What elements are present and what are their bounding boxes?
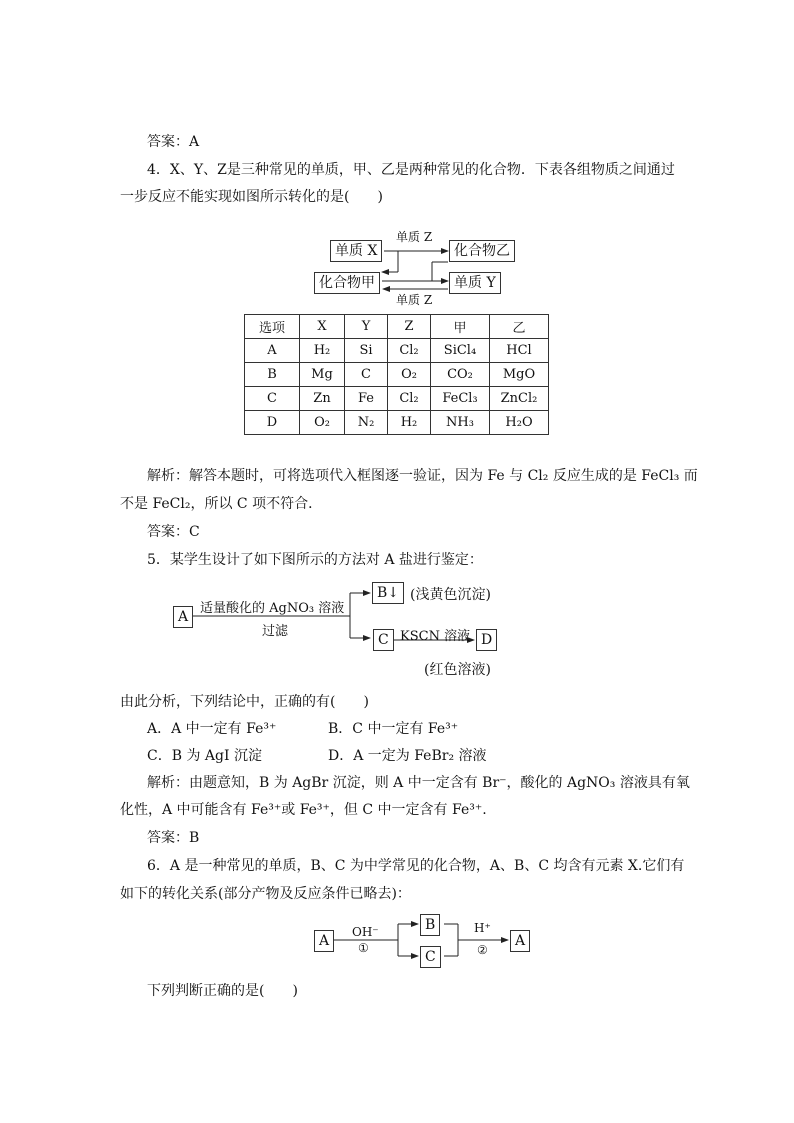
q4-analysis-line2: 不是 FeCl₂，所以 C 项不符合．: [120, 496, 323, 512]
q5-answer: 答案：B: [147, 830, 200, 846]
q5-option-d: D．A 一定为 FeBr₂ 溶液: [328, 748, 487, 764]
box-element-y: 单质 Y: [449, 272, 501, 294]
table-cell: H₂: [388, 411, 431, 435]
table-cell: NH₃: [431, 411, 490, 435]
table-cell: C: [345, 363, 388, 387]
q5-option-b: B．C 中一定有 Fe³⁺: [328, 721, 459, 737]
table-header: Y: [345, 315, 388, 339]
table-cell: A: [245, 339, 300, 363]
table-cell: B: [245, 363, 300, 387]
q5-question: 由此分析，下列结论中，正确的有( ): [120, 694, 369, 710]
table-cell: MgO: [490, 363, 549, 387]
q5-option-c: C．B 为 AgI 沉淀: [147, 748, 262, 764]
reagent-kscn: KSCN 溶液: [400, 629, 471, 644]
table-cell: ZnCl₂: [490, 387, 549, 411]
box-a-start: A: [314, 930, 334, 952]
reagent-agno3: 适量酸化的 AgNO₃ 溶液: [200, 601, 345, 616]
table-cell: H₂: [300, 339, 345, 363]
reagent-filter: 过滤: [262, 624, 289, 639]
table-cell: Cl₂: [388, 339, 431, 363]
q6-stem-line2: 如下的转化关系(部分产物及反应条件已略去)：: [120, 886, 411, 902]
box-element-x: 单质 X: [330, 240, 382, 262]
table-header: Z: [388, 315, 431, 339]
table-header: X: [300, 315, 345, 339]
table-cell: Fe: [345, 387, 388, 411]
table-cell: H₂O: [490, 411, 549, 435]
table-cell: O₂: [388, 363, 431, 387]
q6-stem-line1: 6．A 是一种常见的单质，B、C 为中学常见的化合物，A、B、C 均含有元素 X.它们有: [147, 858, 685, 874]
box-c: C: [373, 629, 394, 651]
box-b-precipitate: B↓: [372, 582, 404, 604]
q5-option-a: A．A 中一定有 Fe³⁺: [147, 721, 277, 737]
q4-stem-line1: 4．X、Y、Z是三种常见的单质，甲、乙是两种常见的化合物．下表各组物质之间通过: [147, 162, 675, 178]
box-b: B: [420, 914, 440, 936]
box-compound-jia: 化合物甲: [314, 272, 380, 294]
table-header: 乙: [490, 315, 549, 339]
note-pale-yellow-precipitate: (浅黄色沉淀): [410, 587, 491, 603]
label-hydroxide: OH⁻: [352, 925, 379, 939]
q4-answer: 答案：C: [147, 524, 200, 540]
table-cell: N₂: [345, 411, 388, 435]
note-red-solution: (红色溶液): [424, 662, 491, 678]
box-a: A: [173, 606, 193, 628]
table-cell: C: [245, 387, 300, 411]
table-cell: Zn: [300, 387, 345, 411]
box-c: C: [420, 946, 441, 968]
q4-stem-line2: 一步反应不能实现如图所示转化的是( ): [120, 189, 383, 205]
table-cell: Cl₂: [388, 387, 431, 411]
label-element-z-bottom: 单质 Z: [396, 293, 433, 307]
label-element-z-top: 单质 Z: [396, 230, 433, 244]
table-cell: D: [245, 411, 300, 435]
table-cell: SiCl₄: [431, 339, 490, 363]
q5-stem: 5．某学生设计了如下图所示的方法对 A 盐进行鉴定：: [147, 552, 483, 568]
table-cell: HCl: [490, 339, 549, 363]
box-a-end: A: [510, 930, 530, 952]
q5-analysis-line2: 化性，A 中可能含有 Fe³⁺或 Fe³⁺，但 C 中一定含有 Fe³⁺.: [120, 802, 487, 818]
label-hydrogen-ion: H⁺: [474, 921, 491, 935]
label-step-1: ①: [358, 941, 369, 955]
table-cell: Mg: [300, 363, 345, 387]
box-compound-yi: 化合物乙: [449, 240, 515, 262]
table-cell: CO₂: [431, 363, 490, 387]
q5-analysis-line1: 解析：由题意知，B 为 AgBr 沉淀，则 A 中一定含有 Br⁻，酸化的 AgNO₃ 溶液具有氧: [147, 775, 690, 791]
table-cell: FeCl₃: [431, 387, 490, 411]
table-header: 甲: [431, 315, 490, 339]
table-cell: Si: [345, 339, 388, 363]
table-cell: O₂: [300, 411, 345, 435]
q4-analysis-line1: 解析：解答本题时，可将选项代入框图逐一验证，因为 Fe 与 Cl₂ 反应生成的是 FeCl₃ 而: [147, 468, 698, 484]
box-d: D: [476, 629, 497, 651]
table-header: 选项: [245, 315, 300, 339]
answer-3: 答案：A: [147, 134, 200, 150]
label-step-2: ②: [477, 943, 488, 957]
q6-question: 下列判断正确的是( ): [147, 983, 298, 999]
